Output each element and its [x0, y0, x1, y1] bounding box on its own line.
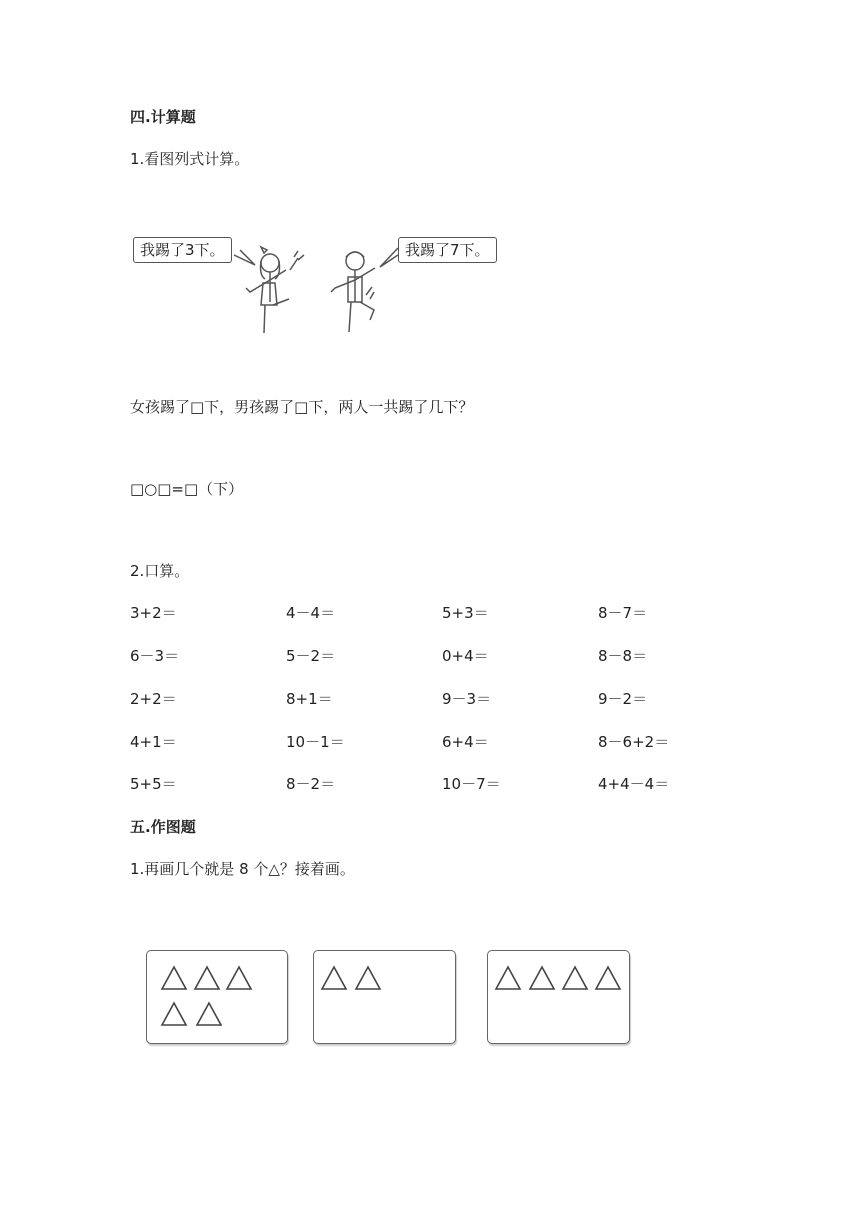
question-label: 1.再画几个就是 8 个△？接着画。 — [130, 860, 355, 878]
question-label: 1.看图列式计算。 — [130, 150, 250, 168]
math-item: 10－7＝ — [442, 775, 501, 793]
math-item: 4－4＝ — [286, 604, 336, 622]
section-title: 五.作图题 — [130, 818, 196, 836]
math-item: 9－2＝ — [598, 690, 648, 708]
triangle-box — [487, 950, 630, 1044]
triangles-icon — [488, 951, 629, 1043]
formula-blank: □○□=□（下） — [130, 480, 244, 498]
section-title: 四.计算题 — [130, 108, 196, 126]
triangle-box — [313, 950, 456, 1044]
math-item: 8－8＝ — [598, 647, 648, 665]
triangles-icon — [314, 951, 455, 1043]
triangles-icon — [147, 951, 287, 1043]
math-item: 5+3＝ — [442, 604, 489, 622]
math-item: 2+2＝ — [130, 690, 177, 708]
triangle-box — [146, 950, 288, 1044]
boy-speech-bubble: 我踢了7下。 — [398, 237, 497, 263]
math-item: 9－3＝ — [442, 690, 492, 708]
math-item: 10－1＝ — [286, 733, 345, 751]
math-item: 0+4＝ — [442, 647, 489, 665]
math-item: 4+4－4＝ — [598, 775, 670, 793]
math-item: 8－6+2＝ — [598, 733, 670, 751]
math-item: 3+2＝ — [130, 604, 177, 622]
math-item: 8+1＝ — [286, 690, 333, 708]
math-item: 8－7＝ — [598, 604, 648, 622]
children-kicking-icon — [130, 225, 510, 345]
kick-illustration — [130, 225, 510, 345]
math-item: 6－3＝ — [130, 647, 180, 665]
question-text: 女孩踢了□下，男孩踢了□下，两人一共踢了几下？ — [130, 398, 474, 416]
question-label: 2.口算。 — [130, 562, 190, 580]
math-item: 4+1＝ — [130, 733, 177, 751]
math-item: 6+4＝ — [442, 733, 489, 751]
math-item: 5－2＝ — [286, 647, 336, 665]
math-item: 5+5＝ — [130, 775, 177, 793]
math-item: 8－2＝ — [286, 775, 336, 793]
girl-speech-bubble: 我踢了3下。 — [133, 237, 232, 263]
